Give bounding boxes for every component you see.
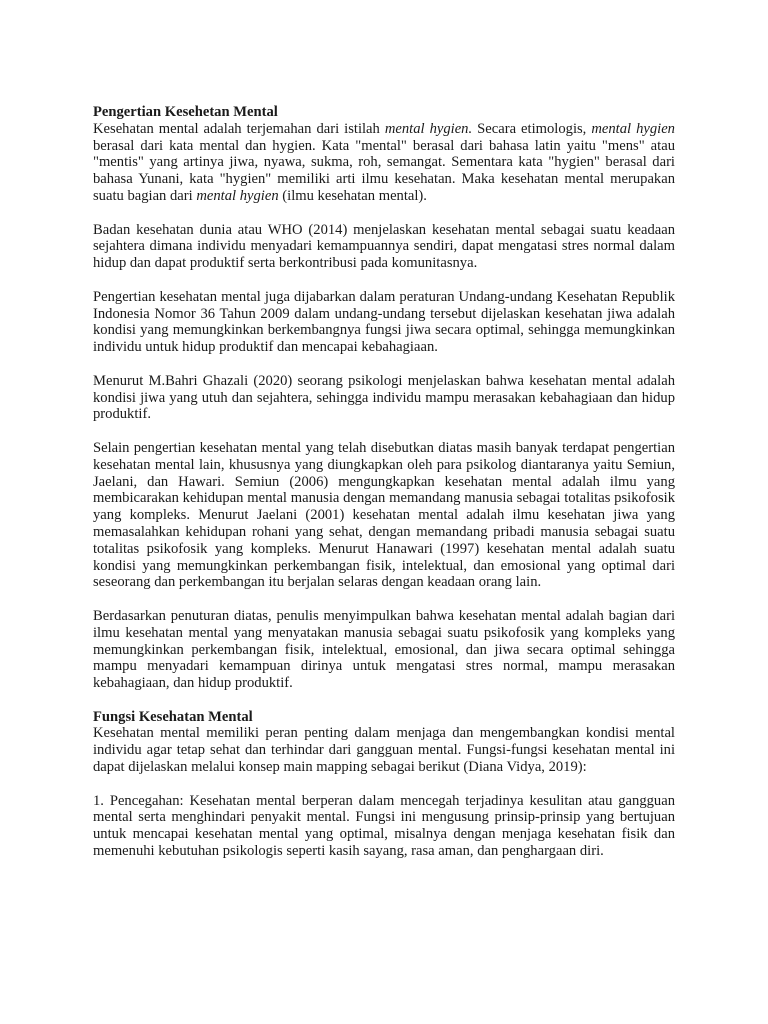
paragraph-who: Badan kesehatan dunia atau WHO (2014) menjelaskan kesehatan mental sebagai suatu keadaan sejahtera dimana individu menyadari kemampuannya sendiri, dapat mengatasi stres normal dalam hidup dan dapat produktif serta berkontribusi pada komunitasnya. [93, 221, 675, 272]
paragraph-pencegahan: 1. Pencegahan: Kesehatan mental berperan dalam mencegah terjadinya kesulitan atau gangguan mental serta menghindari penyakit mental. Fungsi ini mengusung prinsip-prinsip yang bertujuan untuk mencapai kesehatan mental yang optimal, misalnya dengan menjaga kesehatan fisik dan memenuhi kebutuhan psikologis seperti kasih sayang, rasa aman, dan penghargaan diri. [93, 792, 675, 860]
section-heading-fungsi: Fungsi Kesehatan Mental [93, 708, 253, 725]
document-page [93, 104, 675, 860]
paragraph-text: (ilmu kesehatan mental). [278, 187, 427, 204]
paragraph-ghazali: Menurut M.Bahri Ghazali (2020) seorang psikologi menjelaskan bahwa kesehatan mental adalah kondisi jiwa yang utuh dan sejahtera, sehingga individu mampu merasakan kebahagiaan dan hidup produktif. [93, 372, 675, 423]
paragraph-text: berasal dari kata mental dan hygien. Kata "mental" berasal dari bahasa latin yaitu "mens" atau "mentis" yang artinya jiwa, nyawa, sukma, roh, semangat. Sementara kata "hygien" berasal dari bahasa Yunani, kata "hygien" memiliki arti ilmu kesehatan. Maka kesehatan mental merupakan suatu bagian dari [93, 137, 675, 204]
paragraph-fungsi-intro: Kesehatan mental memiliki peran penting dalam menjaga dan mengembangkan kondisi mental individu agar tetap sehat dan terhindar dari gangguan mental. Fungsi-fungsi kesehatan mental ini dapat dijelaskan melalui konsep main mapping sebagai berikut (Diana Vidya, 2019): [93, 725, 675, 776]
italic-term: mental hygien [591, 120, 675, 137]
paragraph-text: Secara etimologis, [472, 120, 592, 137]
italic-term: mental hygien. [384, 120, 473, 137]
section-heading-pengertian: Pengertian Kesehetan Mental [93, 104, 278, 120]
italic-term: mental hygien [196, 187, 279, 204]
paragraph-kesimpulan: Berdasarkan penuturan diatas, penulis menyimpulkan bahwa kesehatan mental adalah bagian dari ilmu kesehatan mental yang menyatakan manusia sebagai suatu psikofosik yang kompleks yang memungkinkan perkembangan fisik, intelektual, emosional, dan jiwa secara optimal sehingga mampu menyadari kemampuan dirinya untuk mengatasi stres normal, mampu merasakan kebahagiaan, dan hidup produktif. [93, 607, 675, 692]
paragraph-undang-undang: Pengertian kesehatan mental juga dijabarkan dalam peraturan Undang-undang Kesehatan Republik Indonesia Nomor 36 Tahun 2009 dalam undang-undang tersebut dijelaskan kesehatan jiwa adalah kondisi yang memungkinkan berkembangnya fungsi jiwa secara optimal, sehingga memungkinkan individu untuk hidup produktif dan mencapai kebahagiaan. [93, 288, 675, 356]
paragraph-text: Kesehatan mental adalah terjemahan dari istilah [93, 120, 385, 137]
paragraph-definition [93, 121, 675, 205]
paragraph-psikolog: Selain pengertian kesehatan mental yang telah disebutkan diatas masih banyak terdapat pengertian kesehatan mental lain, khususnya yang diungkapkan oleh para psikolog diantaranya yaitu Semiun, Jaelani, dan Hawari. Semiun (2006) mengungkapkan kesehatan mental adalah ilmu yang membicarakan kehidupan mental manusia dengan memandang manusia sebagai totalitas psikofosik yang kompleks. Menurut Jaelani (2001) kesehatan mental adalah ilmu kesehatan jiwa yang memasalahkan kehidupan rohani yang sehat, dengan memandang pribadi manusia sebagai suatu totalitas psikofosik yang kompleks. Menurut Hanawari (1997) kesehatan mental adalah suatu kondisi yang memungkinkan perkembangan fisik, intelektual, dan emosional yang optimal dari seseorang dan perkembangan itu berjalan selaras dengan keadaan orang lain. [93, 439, 675, 591]
